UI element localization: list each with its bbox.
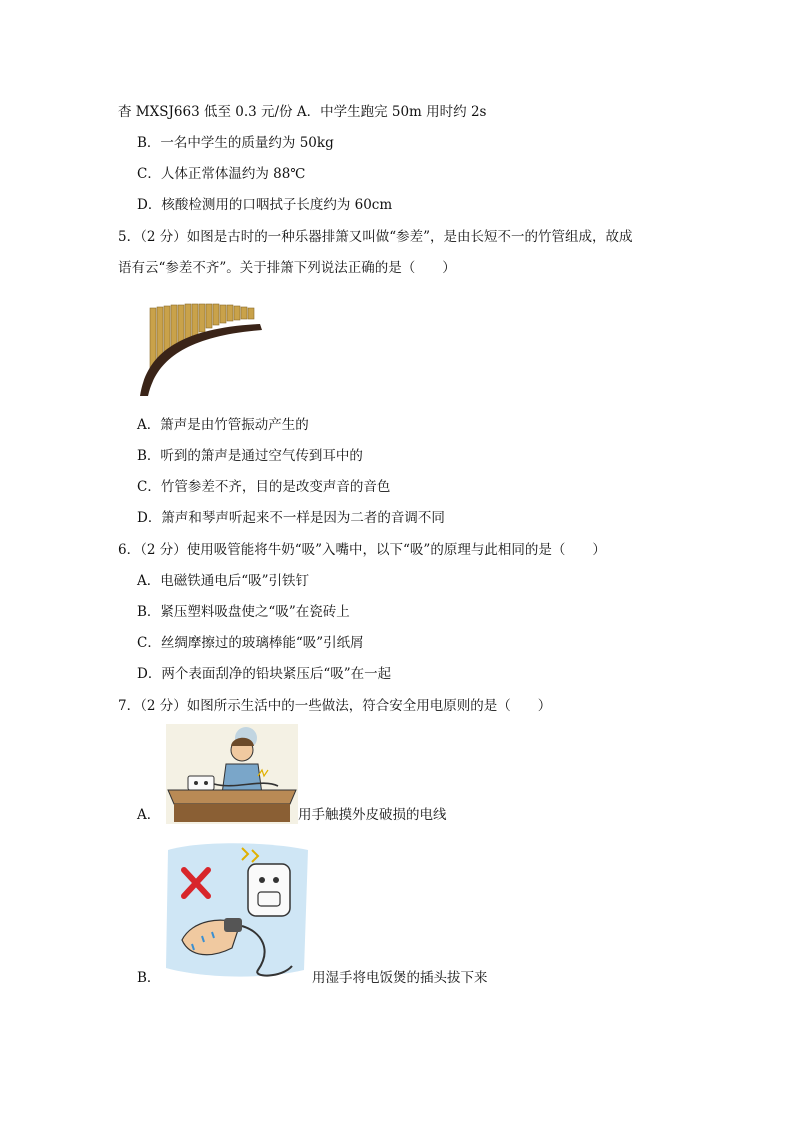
q7-option-b-letter: B．	[137, 970, 161, 986]
q6-option-d: D．两个表面刮净的铅块紧压后“吸”在一起	[137, 666, 392, 682]
q7-stem: 7．（2 分）如图所示生活中的一些做法，符合安全用电原则的是（ ）	[118, 698, 552, 714]
q5-option-d: D．箫声和琴声听起来不一样是因为二者的音调不同	[137, 510, 445, 526]
q6-stem: 6．（2 分）使用吸管能将牛奶“吸”入嘴中，以下“吸”的原理与此相同的是（ ）	[118, 542, 606, 558]
wet-hand-plug-illustration	[162, 840, 312, 982]
q4-option-d: D．核酸检测用的口咽拭子长度约为 60cm	[137, 197, 393, 213]
q5-option-a: A．箫声是由竹管振动产生的	[137, 417, 309, 433]
q5-stem-line1: 5．（2 分）如图是古时的一种乐器排箫又叫做“参差”，是由长短不一的竹管组成，故成	[118, 229, 633, 245]
q4-option-c: C．人体正常体温约为 88℃	[137, 166, 306, 182]
q7-option-a-letter: A．	[137, 807, 161, 823]
q5-stem-line2: 语有云“参差不齐”。关于排箫下列说法正确的是（ ）	[118, 260, 456, 276]
q6-option-b: B．紧压塑料吸盘使之“吸”在瓷砖上	[137, 604, 350, 620]
q7-option-a-text: 用手触摸外皮破损的电线	[298, 807, 447, 823]
pan-flute-image	[136, 296, 266, 398]
header-line: 杳 MXSJ663 低至 0.3 元/份 A．中学生跑完 50m 用时约 2s	[118, 104, 487, 120]
q5-option-b: B．听到的箫声是通过空气传到耳中的	[137, 448, 363, 464]
q4-option-b: B．一名中学生的质量约为 50kg	[137, 135, 334, 151]
q6-option-a: A．电磁铁通电后“吸”引铁钉	[137, 573, 310, 589]
damaged-wire-illustration	[166, 724, 298, 824]
q5-option-c: C．竹管参差不齐，目的是改变声音的音色	[137, 479, 391, 495]
q7-option-b-text: 用湿手将电饭煲的插头拔下来	[312, 970, 488, 986]
q6-option-c: C．丝绸摩擦过的玻璃棒能“吸”引纸屑	[137, 635, 364, 651]
